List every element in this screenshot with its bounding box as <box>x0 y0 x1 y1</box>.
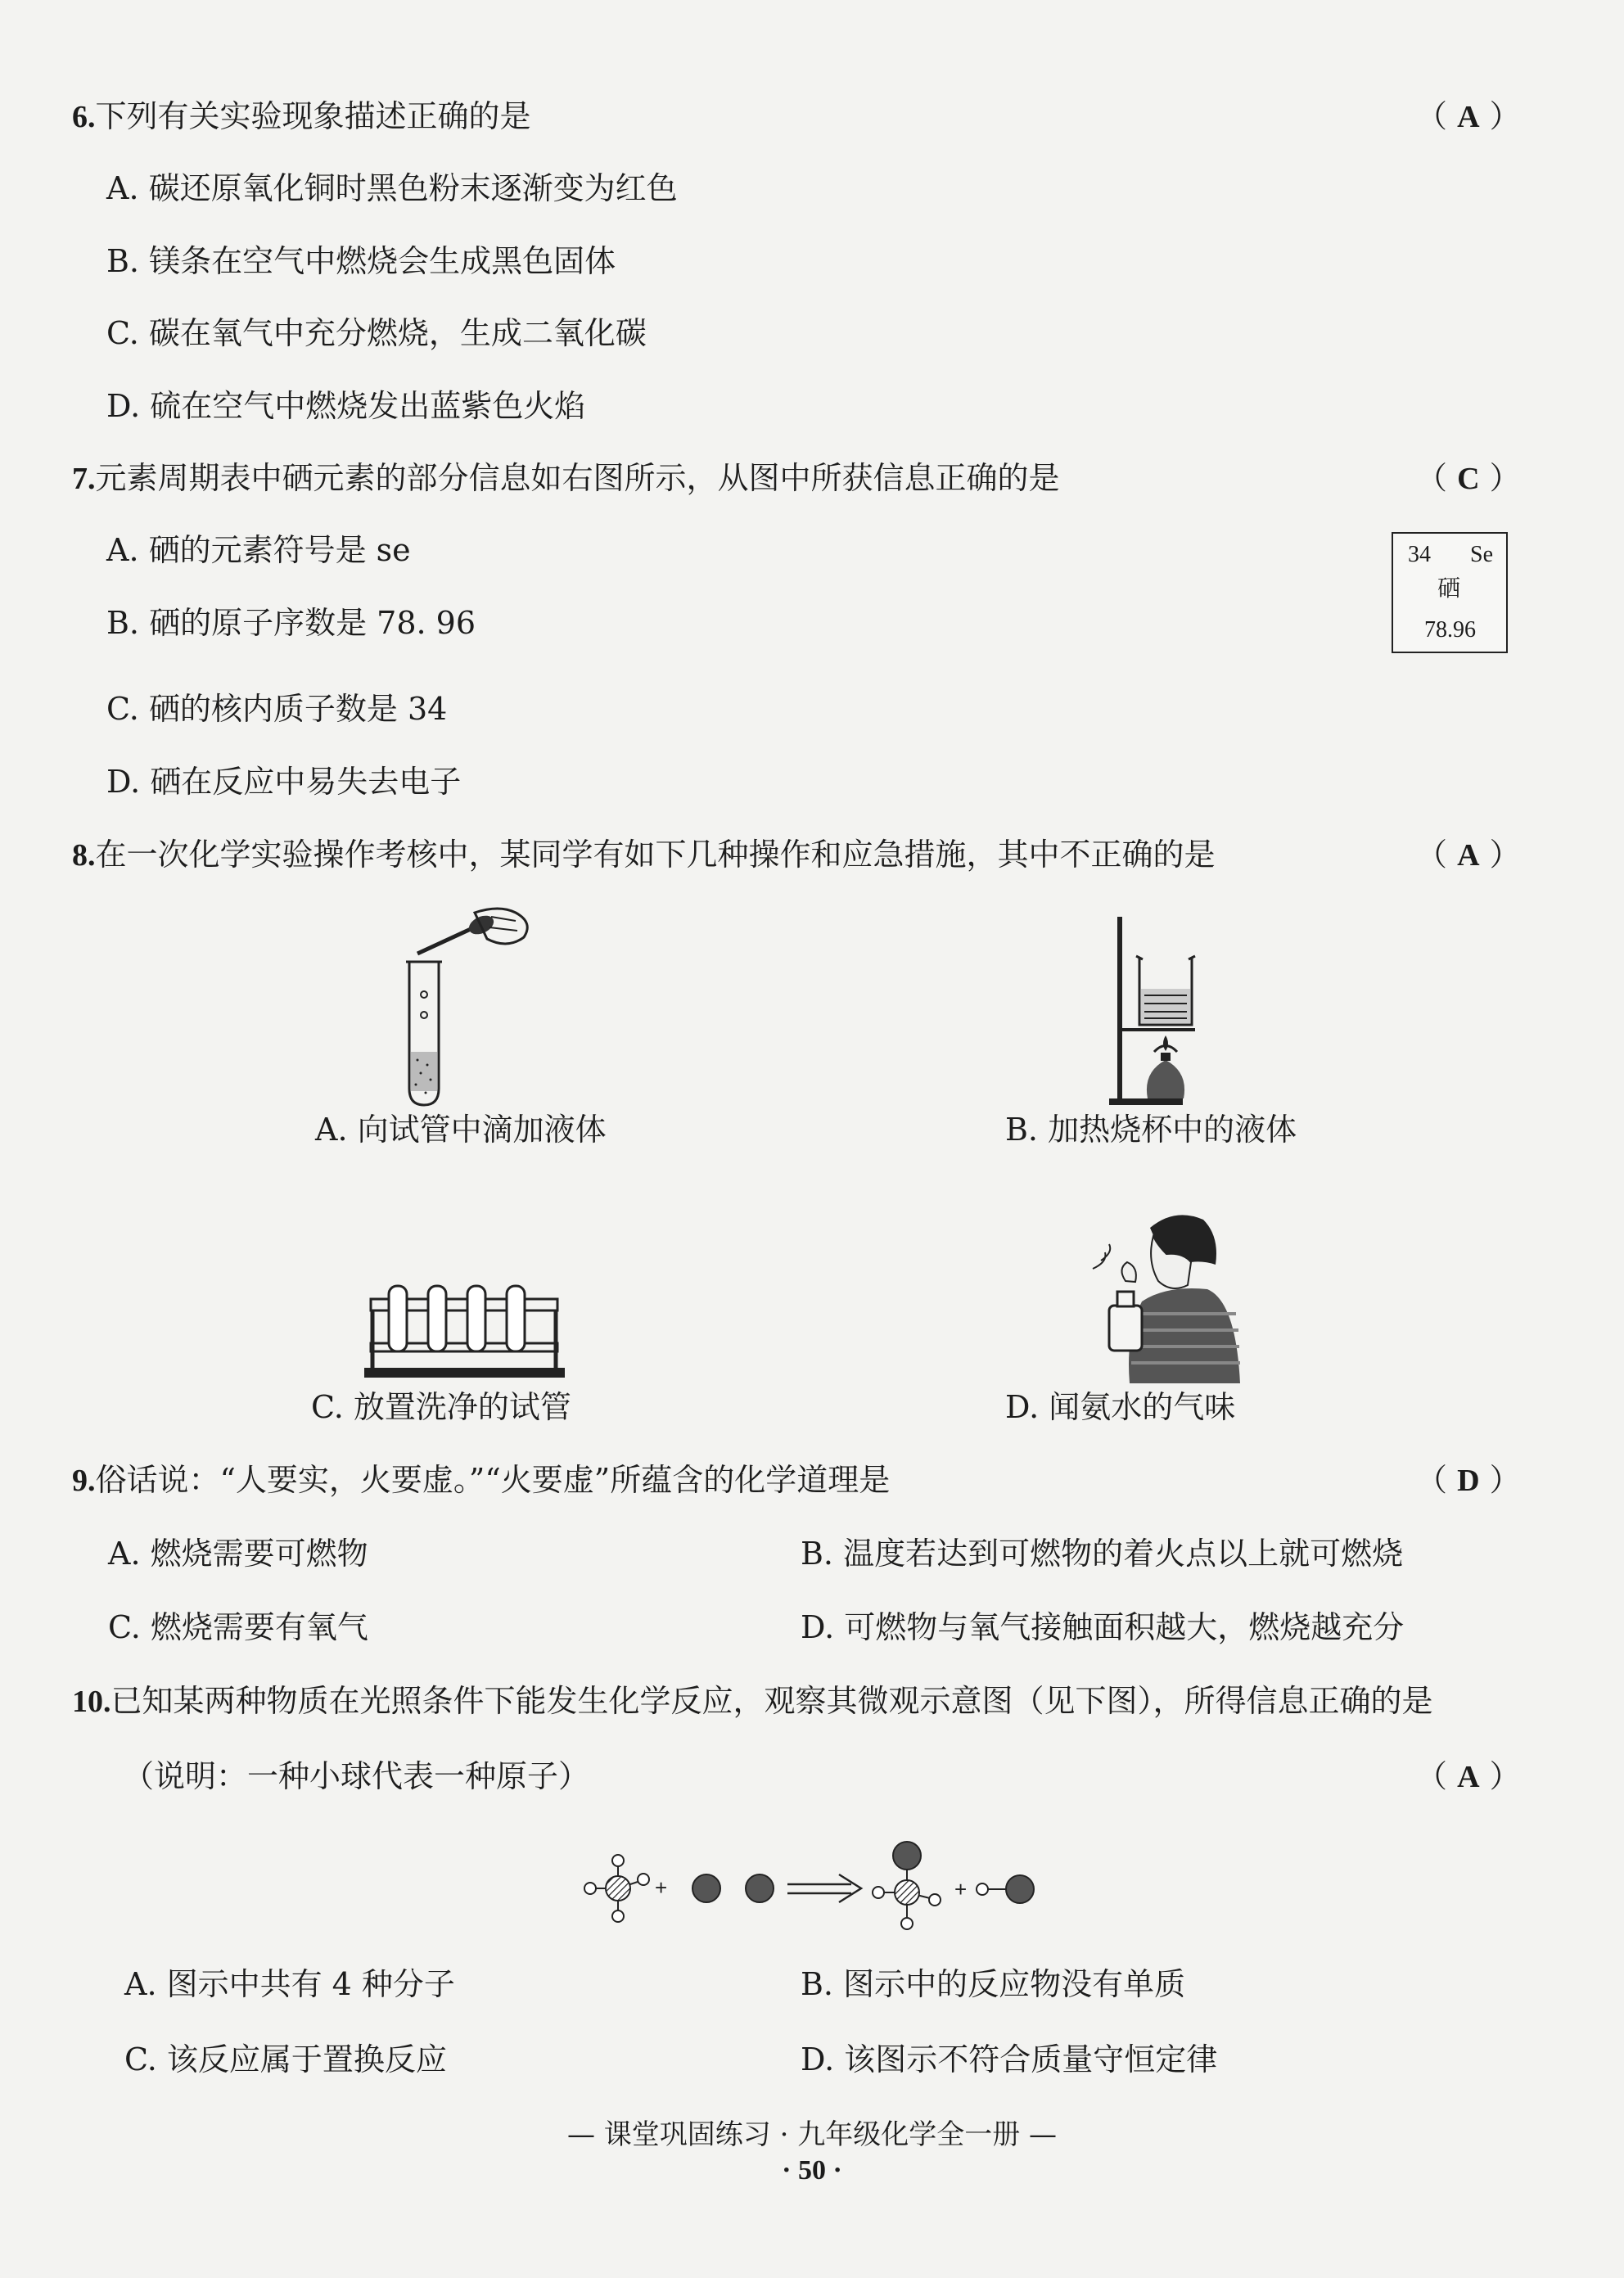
q9-answer-letter: D <box>1457 1464 1480 1498</box>
product-molecule-2 <box>977 1875 1034 1903</box>
q9-stem <box>72 1460 890 1500</box>
element-symbol: Se <box>1470 542 1493 567</box>
q10-number: 10. <box>72 1685 111 1719</box>
q7-option-c: C. 硒的核内质子数是 34 <box>106 691 448 727</box>
q6-answer: （ A ） <box>1416 98 1521 134</box>
q6-number: 6. <box>72 100 96 134</box>
q10-option-c: C. 该反应属于置换反应 <box>124 2041 447 2077</box>
q10-option-d: D. 该图示不符合质量守恒定律 <box>801 2041 1218 2077</box>
q9-option-b: B. 温度若达到可燃物的着火点以上就可燃烧 <box>801 1536 1404 1572</box>
product-molecule-1 <box>873 1842 941 1929</box>
q10-stem <box>72 1681 1433 1721</box>
atomic-mass: 78.96 <box>1424 617 1476 643</box>
plus-sign-2: + <box>954 1877 968 1901</box>
element-name: 硒 <box>1437 576 1461 602</box>
reaction-arrow <box>787 1874 861 1902</box>
q8-caption-a: A. 向试管中滴加液体 <box>315 1112 607 1148</box>
q8-stem <box>72 835 1216 875</box>
reactant-molecule-1 <box>584 1855 649 1922</box>
q7-option-b: B. 硒的原子序数是 78. 96 <box>106 605 476 641</box>
q9-option-a: A. 燃烧需要可燃物 <box>108 1536 368 1572</box>
heating-beaker-illustration <box>1097 917 1228 1105</box>
q9-number: 9. <box>72 1464 96 1498</box>
q6-stem <box>72 97 531 137</box>
q6-answer-letter: A <box>1457 100 1480 134</box>
atomic-number: 34 <box>1408 542 1431 567</box>
q6-option-a: A. 碳还原氧化铜时黑色粉末逐渐变为红色 <box>106 170 678 206</box>
q7-answer-letter: C <box>1457 462 1480 496</box>
q8-stem-text: 在一次化学实验操作考核中，某同学有如下几种操作和应急措施，其中不正确的是 <box>95 837 1216 873</box>
smelling-ammonia-illustration <box>1068 1203 1248 1383</box>
reactant-molecule-2 <box>692 1874 774 1902</box>
q10-option-b: B. 图示中的反应物没有单质 <box>801 1966 1186 2002</box>
q10-answer-letter: A <box>1457 1760 1480 1794</box>
q9-answer: （ D ） <box>1416 1462 1521 1498</box>
q9-option-c: C. 燃烧需要有氧气 <box>108 1609 368 1645</box>
q10-option-a: A. 图示中共有 4 种分子 <box>124 1966 455 2002</box>
q9-stem-text: 俗话说：“人要实，火要虚。”“火要虚”所蕴含的化学道理是 <box>95 1462 891 1498</box>
q10-stem-text: 已知某两种物质在光照条件下能发生化学反应，观察其微观示意图（见下图），所得信息正确的是 <box>111 1683 1433 1719</box>
footer-title: — 课堂巩固练习 · 九年级化学全一册 — <box>566 2118 1058 2151</box>
q7-answer: （ C ） <box>1416 460 1521 496</box>
q8-answer: （ A ） <box>1416 837 1521 873</box>
q8-caption-b: B. 加热烧杯中的液体 <box>1005 1112 1297 1148</box>
q7-stem <box>72 458 1060 498</box>
q8-caption-d: D. 闻氨水的气味 <box>1005 1389 1236 1425</box>
page-number: · 50 · <box>782 2155 842 2186</box>
q6-option-c: C. 碳在氧气中充分燃烧，生成二氧化碳 <box>106 315 647 351</box>
q7-number: 7. <box>72 462 96 496</box>
q8-caption-c: C. 放置洗净的试管 <box>311 1389 571 1425</box>
plus-sign-1: + <box>655 1875 668 1900</box>
q7-stem-text: 元素周期表中硒元素的部分信息如右图所示，从图中所获信息正确的是 <box>95 460 1060 496</box>
q10-note: （说明：一种小球代表一种原子） <box>123 1758 590 1794</box>
q8-number: 8. <box>72 838 96 873</box>
periodic-table-cell <box>1392 532 1508 653</box>
q7-option-d: D. 硒在反应中易失去电子 <box>106 764 462 800</box>
test-tube-rack-illustration <box>364 1281 565 1379</box>
reaction-micro-diagram <box>573 1834 1064 1948</box>
q6-stem-text: 下列有关实验现象描述正确的是 <box>95 98 531 134</box>
q10-answer: （ A ） <box>1416 1758 1521 1794</box>
q9-option-d: D. 可燃物与氧气接触面积越大，燃烧越充分 <box>801 1609 1405 1645</box>
q7-option-a: A. 硒的元素符号是 se <box>106 532 411 568</box>
q8-answer-letter: A <box>1457 838 1480 873</box>
q6-option-d: D. 硫在空气中燃烧发出蓝紫色火焰 <box>106 388 586 424</box>
q6-option-b: B. 镁条在空气中燃烧会生成黑色固体 <box>106 243 616 279</box>
dropper-test-tube-illustration <box>393 904 540 1109</box>
